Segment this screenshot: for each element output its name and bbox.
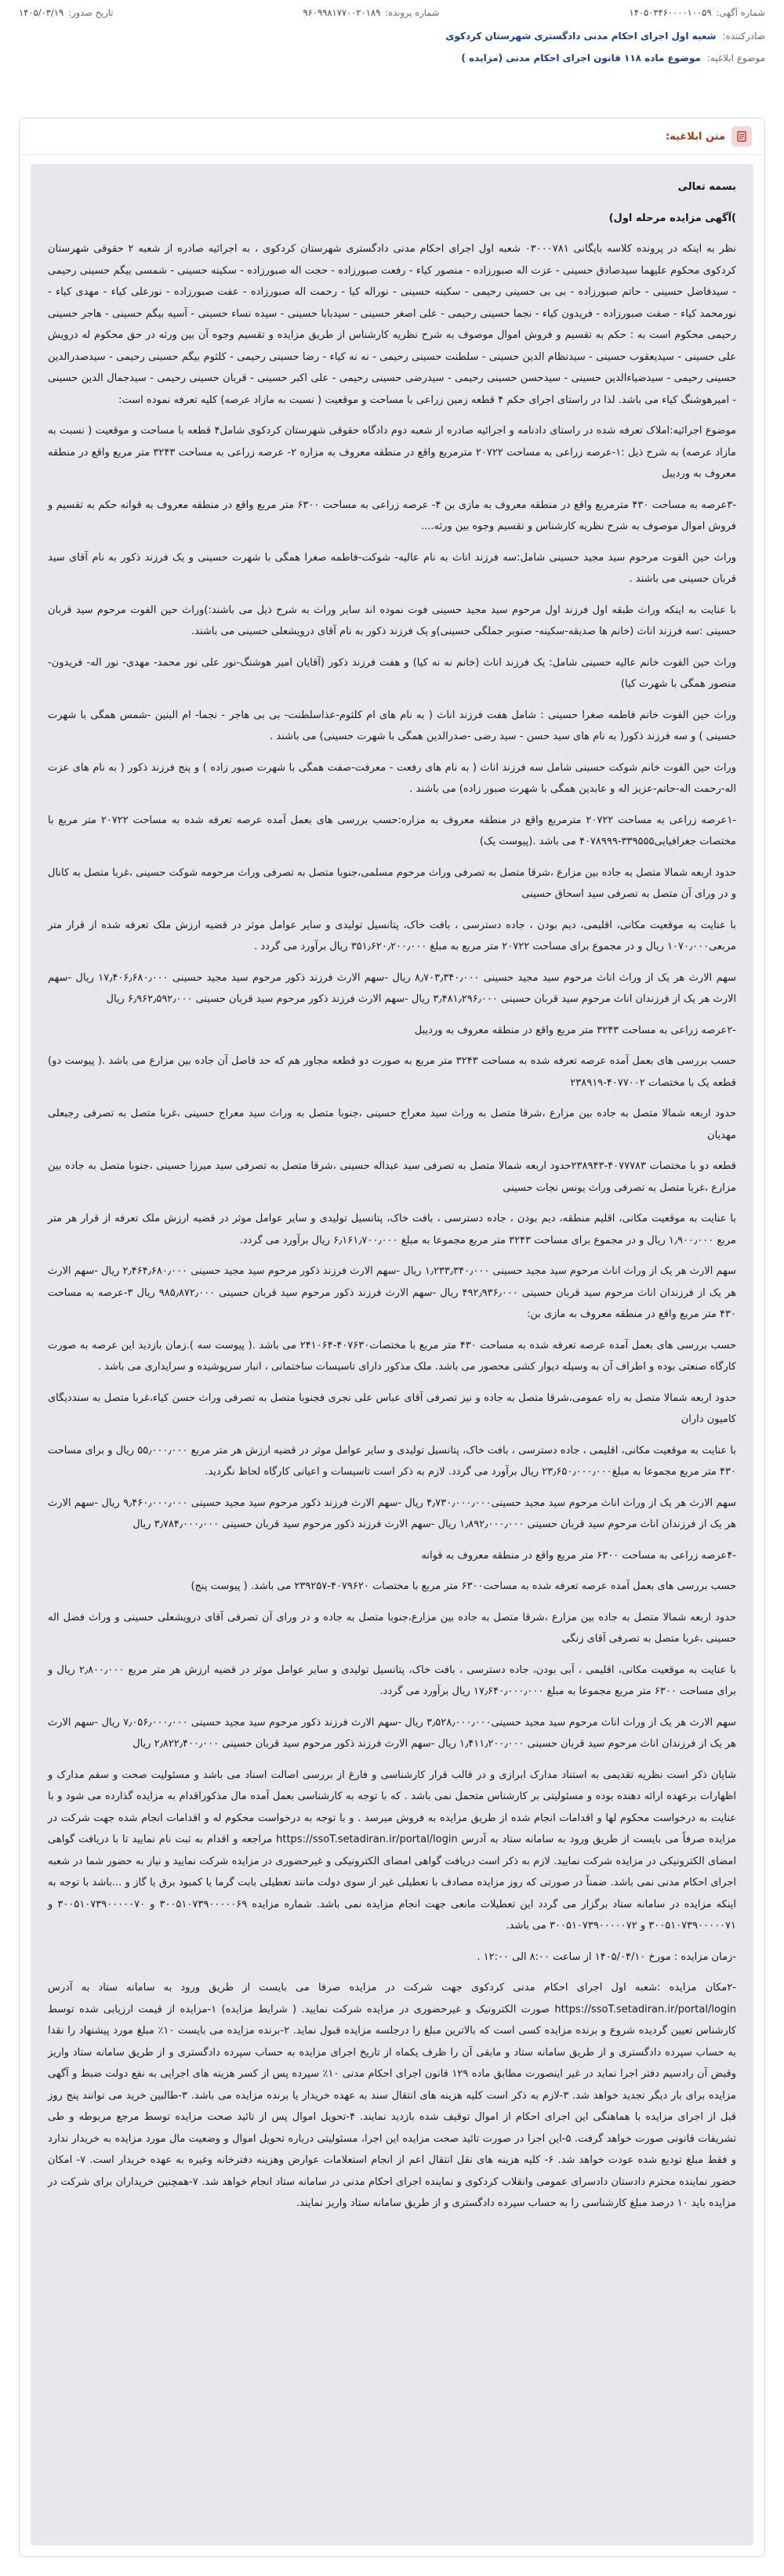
notice-body xyxy=(31,164,753,2545)
notice-paragraph: حدود اربعه شمالا متصل به جاده بین مزارع ،شرقا متصل به وراث سید معراج حسینی ،جنوبا متصل به وراث سید معراج حسینی ،غربا متصل به تصرفی رجبعلی مهدیان xyxy=(48,1108,736,1141)
notice-paragraph: )آگهی مزایده مرحله اول) xyxy=(608,212,736,224)
notice-paragraph: قطعه دو با مختصات ۴۰۷۷۷۸۳-۲۳۸۹۴۳حدود اربعه شمالا متصل به تصرفی سید عبداله حسینی ،شرقا متصل به تصرفی سید میرزا حسینی ،جنوبا متصل به جاده بین مزارع ،غربا متصل به تصرفی وراث یونس نجات حسینی xyxy=(48,1160,736,1194)
notice-paragraph: -۲عرصه زراعی به مساحت ۳۲۴۳ متر مربع واقع در منطقه معروف به وردیبل xyxy=(414,1024,736,1036)
subject-row xyxy=(19,47,765,69)
notice-paragraph: شایان ذکر است نظریه تقدیمی به استناد مدارک ابرازی و در قالب قرار کارشناسی و فارغ از بررسی اصالت اسناد می باشد و مسئولیت صحت و سقم مدارک و اظهارات برعهده ارائه دهنده بوده و مسئولیتی بر کارشناس متحمل نمی باشد . که با توجه به کارشناسی بعمل آمده مال مذکوراقدام به مزایده گذارده می شود و با عنایت به درخواست محکوم لها و اقدامات انجام شده از طریق مزایده به فروش میرسد . و با توجه به درخواست محکوم له و اقدامات انجام شده جهت شرکت در مزایده صرفاً می بایست از طریق ورود به سامانه ستاد به آدرس https://ssoT.setadiran.ir/portal/login مراجعه و اقدام به ثبت نام نمایید تا با دریافت گواهی امضای الکترونیکی در مزایده شرکت نمایید. لازم به ذکر است دریافت گواهی امضای الکترونیکی و غیرحضوری در مزایده شرکت نمایید و نیاز به حضور شما در شعبه اجرای احکام مدنی نمی باشد. ضمناً در صورتی که روز مزایده مصادف با تعطیلی غیر از سوی دولت مانند تعطیلی بابت گرما یا کمبود برق یا گاز و ...باشد با توجه به اینکه مزایده در سامانه ستاد برگزار می گردد این تعطیلات مانعی جهت انجام مزایده نمی باشد. شماره مزایده ۳۰۰۵۱۰۷۳۹۰۰۰۰۰۶۹ و ۳۰۰۵۱۰۷۳۹۰۰۰۰۰۷۰ و ۳۰۰۵۱۰۷۳۹۰۰۰۰۰۷۱ و ۳۰۰۵۱۰۷۳۹۰۰۰۰۰۷۲ می باشد. xyxy=(48,1769,737,1932)
notice-paragraph: سهم الارث هر یک از وراث اناث مرحوم سید مجید حسینی۳٫۵۲۸٫۰۰۰٫۰۰۰ ریال -سهم الارث فرزند ذکور مرحوم سید مجید حسینی ۷٫۰۵۶٫۰۰۰٫۰۰۰ ریال -سهم الارث هر یک از فرزندان اناث مرحوم سید قربان حسینی ۱٫۴۱۱٫۲۰۰٫۰۰۰ ریال -سهم الارث فرزند ذکور مرحوم سید قربان حسینی ۲٫۸۲۲٫۴۰۰٫۰۰۰ ریال xyxy=(48,1716,737,1750)
notice-paragraph: با عنایت به موقعیت مکانی، اقلیمی، دیم بودن ، جاده دسترسی ، بافت خاک، پتانسیل تولیدی و سایر عوامل موثر در قضیه ارزش ملک تعرفه شده از قرار متر مربعی۱۰۷۰٫۰۰۰ ریال و در مجموع برای مساحت ۲۰۷۲۲ متر مربع به مبلغ ۳۵۱٫۶۲۰٫۲۰۰٫۰۰۰ ریال برآورد می گردد . xyxy=(48,919,736,952)
notice-paragraph: بسمه تعالی xyxy=(677,181,736,193)
notice-text-card xyxy=(19,118,765,2557)
subject-label: موضوع ابلاغیه: xyxy=(706,53,765,63)
case-number-value: ۹۶۰۹۹۸۱۷۷۰۰۲۰۱۸۹ xyxy=(303,7,381,18)
notice-paragraph: -۲مکان مزایده :شعبه اول اجرای احکام مدنی کردکوی جهت شرکت در مزایده صرفا می بایست از طریق ورود به سامانه ستاد به آدرس https://ssoT.setadiran.ir/portal/login صورت الکترونیک و غیرحضوری در مزایده شرکت نمایید. ( شرایط مزایده) ۱-مزایده از قیمت ارزیابی شده توسط کارشناس تعیین گردیده شروع و برنده مزایده کسی است که بالاترین مبلغ را درجلسه مزایده قبول نماید. ۲-برنده مزایده می بایست ۱۰٪ مبلغ مورد پیشنهاد را نقدا به حساب سپرده دادگستری و از طریق سامانه ستاد و مابقی آن را ظرف یکماه از تاریخ اجرای مزایده به حساب سپرده دادگستری و از طریق سامانه ستاد واریز وقبض آن رادسیم دفتر اجرا نماید در غیر اینصورت مطابق ماده ۱۲۹ قانون اجرای احکام مدنی ۱۰٪ سپرده پس از کسر هزینه های اجرایی به نفع دولت ضبط و آگهی مزایده برای بار دیگر تجدید خواهد شد. ۳-لازم به ذکر است کلیه هزینه های انتقال سند به عهده خریدار یا برنده مزایده می باشد. ۳-طالبین خرید می توانند پنج روز قبل از اجرای مزایده با هماهنگی این اجرای احکام از اموال توقیف شده بازدید نمایند. ۴-تحویل اموال پس از تائید صحت مزایده توسط مرجع مربوطه و طی تشریفات قانونی صورت خواهد گرفت. ۵-این اجرا در صورت تائید صحت مزایده این اجرا، مسئولیتی درباره تحویل اموال و وضعیت مال مورد مزایده به خریدار ندارد و فقط مبلغ تودیع شده عودت خواهد شد. ۶- کلیه هزینه های نقل انتقال اعم از انجام استعلامات عوارض وهزینه دفترخانه وغیره به عهده خریدار است. ۷- امکان حضور نماینده محترم دادستان دادسرای عمومی وانقلاب کردکوی و نماینده اجرای احکام مدنی در سامانه ستاد انجام خواهد شد. ۷-همچنین خریداران برای شرکت در مزایده باید ۱۰ درصد مبلغ کارشناسی را به حساب سپرده دادگستری و از طریق سامانه ستاد واریز نمایند. xyxy=(48,1982,737,2209)
notice-paragraph: حدود اربعه شمالا متصل به راه عمومی،شرقا متصل به جاده و نیز تصرفی آقای عباس علی نجری فجنوبا متصل به تصرفی وراث حسن کیاء،غربا متصل به سنددیگای کامیون داران xyxy=(48,1391,736,1425)
subject-value: موضوع ماده ۱۱۸ قانون اجرای احکام مدنی (مزایده ) xyxy=(461,53,701,63)
notice-paragraph: سهم الارث هر یک از وراث اناث مرحوم سید مجید حسینی ۱٫۲۳۳٫۳۴۰٫۰۰۰ ریال -سهم الارث فرزند ذکور مرحوم سید مجید حسینی ۲٫۴۶۴٫۶۸۰٫۰۰۰ ریال -سهم الارث هر یک از فرزندان اناث مرحوم سید قربان حسینی ۴۹۲٫۹۳۶٫۰۰۰ ریال -سهم الارث فرزند ذکور مرحوم سید قربان حسینی ۹۸۵٫۸۷۲٫۰۰۰ ریال ۳-عرصه به مساحت ۴۳۰ متر مربع واقع در منطقه معروف به مازی بن: xyxy=(48,1265,737,1320)
notice-paragraph: حدود اربعه شمالا متصل به جاده بین مزارع ،شرقا متصل به جاده بین مزارع،جنوبا متصل به جاده و در ورای آن تصرفی آقای درویشعلی حسینی و وراث فضل اله حسینی ،غربا متصل به تصرفی آقای زنگی xyxy=(48,1611,736,1645)
notice-paragraph: با عنایت به موقعیت مکانی، اقلیمی ، جاده دسترسی ، بافت خاک، پتانسیل تولیدی و سایر عوامل موثر در قضیه ارزش هر متر مربع ۵۵٫۰۰۰٫۰۰۰ ریال و برای مساحت ۴۳۰ متر مربع مجموعا به مبلغ۲۳٫۶۵۰٫۰۰۰٫۰۰۰ ریال برآورد می گردد. لازم به ذکر است تاسیسات و اعیانی کارگاه لحاظ نگردید. xyxy=(48,1444,736,1478)
notice-paragraph: موضوع اجرائیه:املاک تعرفه شده در راستای دادنامه و اجرائیه صادره از شعبه دوم دادگاه حقوقی شهرستان کردکوی شامل۴ قطعه با مساحت و موقعیت ( نسبت به مازاد عرصه) به شرح ذیل :۱-عرصه زراعی به مساحت ۲۰۷۲۲ مترمربع واقع در منطقه معروف به مزاره ۲- عرصه زراعی به مساحت ۳۲۴۳ متر مربع واقع در منطقه معروف به وردیبل xyxy=(48,425,737,480)
notice-paragraph: وراث حین الفوت خانم فاطمه صغرا حسینی : شامل هفت فرزند اناث ( به نام های ام کلثوم-عذاسلطنت- بی بی هاجر - نجما- ام البنین -شمس همگی با شهرت حسینی ) و سه فرزند ذکور( به نام های سید حسن - سید رضی -صدرالدین همگی با شهرت حسینی) می باشند . xyxy=(48,709,736,742)
notice-meta xyxy=(0,25,784,69)
notice-paragraph: -۴عرصه زراعی به مساحت ۶۳۰۰ متر مربع واقع در منطقه معروف به قوانه xyxy=(421,1549,736,1562)
card-title: متن ابلاغیه: xyxy=(665,130,725,143)
issuer-value: شعبه اول اجرای احکام مدنی دادگستری شهرستان کردکوی xyxy=(445,31,717,42)
notice-paragraph: -۳عرصه به مساحت ۴۳۰ مترمربع واقع در منطقه معروف به مازی بن ۴- عرصه زراعی به مساحت ۶۳۰۰ متر مربع واقع در منطقه معروف به قوانه حکم به تقسیم و فروش اموال موصوف به شرح نظریه کارشناس و تقسیم وجوه بین ورثه.... xyxy=(48,499,736,532)
notice-paragraph: حسب بررسی های بعمل آمده عرصه تعرفه شده به مساحت ۳۲۴۳ متر مربع به صورت دو قطعه مجاور هم که حد فاصل آن جاده بین مزارع می باشد .( پیوست دو) قطعه یک با مختصات ۴۰۷۷۰۰۲-۲۳۸۹۱۹ xyxy=(48,1055,736,1089)
case-number-label: شماره پرونده: xyxy=(385,7,440,18)
notice-paragraph: -زمان مزایده : مورخ ۱۴۰۵/۰۴/۱۰ از ساعت ۸:۰۰ الی ۱۲:۰۰ . xyxy=(477,1950,736,1963)
notice-number-label: شماره آگهی: xyxy=(716,7,765,18)
notice-paragraph: با عنایت به موقعیت مکانی، اقلیم منطقه، دیم بودن ، جاده دسترسی ، بافت خاک، پتانسیل تولیدی و سایر عوامل موثر در قضیه ارزش ملک تعرفه از قرار هر متر مربع ۱٫۹۰۰٫۰۰۰ ریال و در مجموع برای مساحت ۳۲۴۳ متر مربع مجموعا به مبلغ ۶٫۱۶۱٫۷۰۰٫۰۰۰ ریال برآورد می گردد. xyxy=(48,1213,736,1246)
notice-paragraph: سهم الارث هر یک از وراث اناث مرحوم سید مجید حسینی ۸٫۷۰۳٫۳۴۰٫۰۰۰ ریال -سهم الارث فرزند ذکور مرحوم سید مجید حسینی ۱۷٫۴۰۶٫۶۸۰٫۰۰۰ ریال -سهم الارث هر یک از فرزندان اناث مرحوم سید قربان حسینی ۳٫۴۸۱٫۲۹۶٫۰۰۰ ریال -سهم الارث فرزند ذکور مرحوم سید قربان حسینی ۶٫۹۶۲٫۵۹۲٫۰۰۰ ریال xyxy=(48,971,736,1005)
notice-number xyxy=(630,7,765,18)
issue-date xyxy=(19,7,114,18)
issue-date-value: ۱۴۰۵/۰۳/۱۹ xyxy=(19,7,64,18)
notice-paragraph: با عنایت به موقعیت مکانی، اقلیمی ، آبی بودن، جاده دسترسی ، بافت خاک، پتانسیل تولیدی و سایر عوامل موثر در قضیه ارزش هر متر مربع ۲٫۸۰۰٫۰۰۰ ریال و برای مساحت ۶۳۰۰ متر مربع مجموعا به مبلغ ۱۷٫۶۴۰٫۰۰۰٫۰۰۰ ریال برآورد می گردد. xyxy=(48,1664,736,1697)
issuer-row xyxy=(19,25,765,47)
notice-paragraph: وراث حین الفوت مرحوم سید مجید حسینی شامل:سه فرزند اناث به نام عالیه- شوکت-فاطمه صغرا همگی با شهرت حسینی و یک فرزند ذکور به نام آقای سید قربان حسینی می باشند . xyxy=(48,551,736,585)
issue-date-label: تاریخ صدور: xyxy=(68,7,114,18)
notice-number-value: ۱۴۰۵۰۳۴۶۰۰۰۰۱۰۰۵۹ xyxy=(629,7,712,18)
notice-paragraph: -۱عرصه زراعی به مساحت ۲۰۷۲۲ مترمربع واقع در منطقه معروف به مزاره:حسب بررسی های بعمل آمده عرصه تعرفه شده به مساحت ۲۰۷۲۲ متر مربع با مختصات جغرافیایی۳۳۹۵۵۵-۴۰۷۸۹۹۹ می باشد .(پیوست یک) xyxy=(48,814,736,847)
case-number xyxy=(303,7,439,18)
notice-paragraph: حسب بررسی های بعمل آمده عرصه تعرفه شده به مساحت ۴۳۰ متر مربع با مختصات۴۰۷۶۳۰-۲۴۱۰۶۴ می باشد .( پیوست سه ).زمان بازدید این عرصه به صورت کارگاه صنعتی بوده و اطراف آن به وسیله دیوار کشی محصور می باشد. ملک مذکور دارای تاسیسات ساختمانی ، انبار سرپوشیده و سرایداری می باشد . xyxy=(48,1339,737,1373)
notice-paragraph: حسب بررسی های بعمل آمده عرصه تعرفه شده به مساحت۶۳۰۰ متر مربع با مختصات ۴۰۷۹۶۲۰-۲۳۹۲۵۷ می باشد. ( پیوست پنج) xyxy=(191,1580,736,1592)
notice-paragraph: وراث حین الفوت خانم شوکت حسینی شامل سه فرزند اناث ( به نام های رفعت - معرفت-صفت همگی با شهرت صبور زاده ) و پنج فرزند ذکور ( به نام های عزت اله-رحمت اله-حاتم-عزیز اله و عابدین همگی با شهرت صبور زاده) می باشند . xyxy=(48,761,736,795)
notice-paragraph: سهم الارث هر یک از وراث اناث مرحوم سید مجید حسینی۴٫۷۳۰٫۰۰۰٫۰۰۰ ریال -سهم الارث فرزند ذکور مرحوم سید مجید حسینی ۹٫۴۶۰٫۰۰۰٫۰۰۰ ریال -سهم الارث هر یک از فرزندان اناث مرحوم سید قربان حسینی ۱٫۸۹۲٫۰۰۰٫۰۰۰ ریال -سهم الارث فرزند ذکور مرحوم سید قربان حسینی ۳٫۷۸۴٫۰۰۰٫۰۰۰ ریال xyxy=(48,1497,737,1530)
notice-paragraph: وراث حین الفوت خانم عالیه حسینی شامل: یک فرزند اناث (خانم نه نه کیا) و هفت فرزند ذکور (آقایان امیر هوشنگ-نور علی نور محمد- مهدی- نور اله- فریدون- منصور همگی با شهرت کیا) xyxy=(48,656,736,690)
notice-icon xyxy=(731,126,752,147)
header-bar xyxy=(0,0,784,25)
issuer-label: صادرکننده: xyxy=(722,31,765,42)
notice-paragraph: با عنایت به اینکه وراث طبقه اول فرزند اول مرحوم سید مجید حسینی فوت نموده اند سایر وراث به شرح ذیل می باشند:)وراث حین الفوت مرحوم سید قربان حسینی :سه فرزند اناث (خانم ها صدیقه-سکینه- صنوبر جملگی حسینی)و یک فرزند ذکور به نام آقای درویشعلی حسینی می باشند. xyxy=(48,604,736,637)
notice-paragraph: حدود اربعه شمالا متصل به جاده بین مزارع ،شرقا متصل به تصرفی وراث مرحوم مسلمی،جنوبا متصل به تصرفی وراث مرحومه شوکت حسینی ،غربا متصل به کانال و در ورای آن متصل به تصرفی سید اسحاق حسینی xyxy=(48,866,736,900)
card-header xyxy=(20,118,764,155)
notice-paragraph: نظر به اینکه در پرونده کلاسه بایگانی ۰۳۰۰۰۷۸۱ شعبه اول اجرای احکام مدنی دادگستری شهرستان کردکوی ، به اجرائیه صادره از شعبه ۲ حقوقی شهرستان کردکوی محکوم علیهما سیدصادق حسینی - عزت اله صبورزاده - منصور کیاء - رفعت صبورزاده - حجت اله صبورزاده - سکینه حسینی - شمسی بیگم حسینی رحیمی - سیدفاضل حسینی - حاتم صبورزاده - بی بی حسینی رحیمی - سکینه حسینی - نوراله کیا - رحمت اله صبورزاده - عفت صبورزاده - نورعلی کیاء - مهدی کیاء - نورمحمد کیاء - صفت صبورزاده - فریدون کیاء - نجما حسینی رحیمی - علی اصغر حسینی - سیدبابا حسینی - سیده نساء حسینی - آسیه بیگم حسینی - هاجر حسینی رحیمی محکوم است به : حکم به تقسیم و فروش اموال موصوف به شرح نظریه کارشناس از طریق مزایده و تقسیم وجوه آن بین ورثه در حق محکوم له درویش علی حسینی - سیدیعقوب حسینی - سیدنظام الدین حسینی - سلطنت حسینی رحیمی - نه نه کیاء - رضا حسینی رحیمی - کلثوم بیگم حسینی رحیمی - سیدصدرالدین حسینی رحیمی - سیدضیاءالدین حسینی - سیدحسن حسینی رحیمی - سیدرضی حسینی رحیمی - علی اکبر حسینی - قربان حسینی رحیمی - سیدجمال الدین حسینی - امیرهوشنگ کیاء می باشد. لذا در راستای اجرای حکم ۴ قطعه زمین زراعی با مساحت و موقعیت ( نسبت به مازاد عرصه) کلیه تعرفه نموده است: xyxy=(48,243,736,406)
